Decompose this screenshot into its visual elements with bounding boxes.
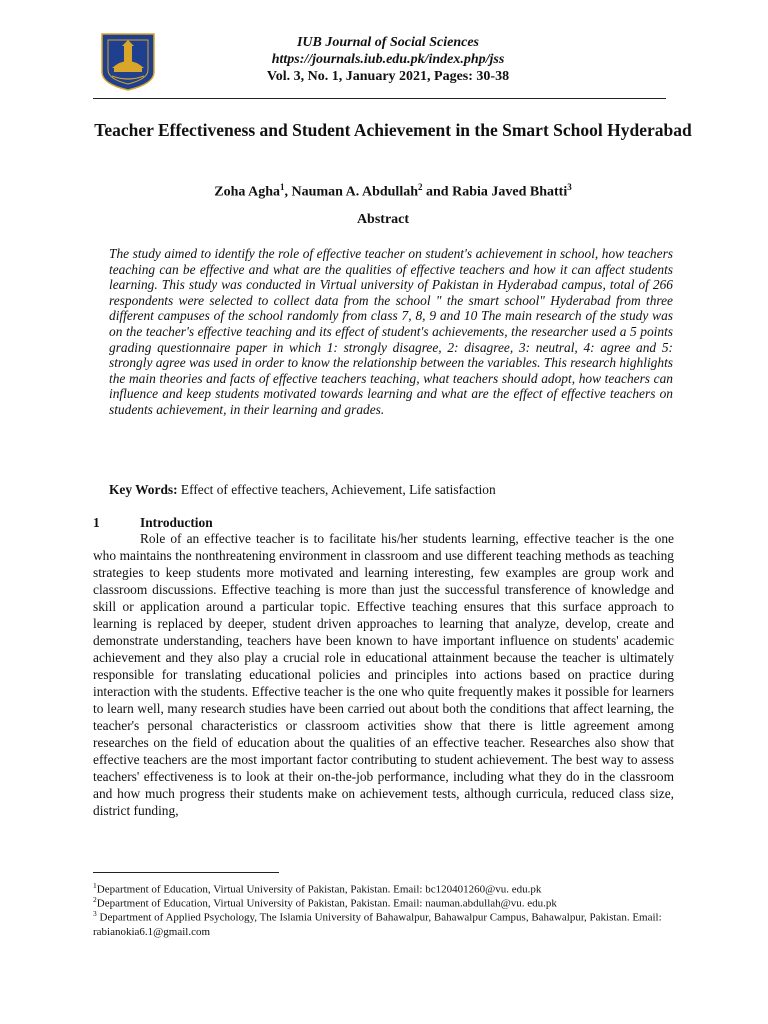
section-title: Introduction	[140, 515, 213, 530]
keywords-line	[109, 482, 673, 498]
footnote-mark: 1	[93, 881, 97, 890]
footnote-mark: 2	[93, 895, 97, 904]
footnote-text: Department of Education, Virtual University of Pakistan, Pakistan. Email: nauman.abdullah@vu. edu.pk	[96, 897, 557, 910]
introduction-paragraph: Role of an effective teacher is to facilitate his/her students learning, effective teacher is the one who maintains the nonthreatening environment in classroom and use different teaching methods as teaching strategies to keep students more motivated and learning interesting, few examples are group work and classroom discussions. Effective teaching is more than just the successful transference of knowledge and skill or application around a particular topic. Effective teaching ensures that this surface approach to learning is replaced by deeper, student driven approaches to learning that analyze, develop, create and demonstrate understanding, teachers have been known to have important influence on students' academic achievement and they also play a crucial role in educational attainment because the teacher is ultimately responsible for translating educational policies and principles into actions based on practice during interaction with the students. Effective teacher is the one who quite frequently makes it possible for learners to learn well, many research studies have been carried out about both the conditions that affect learning, the teacher's personal characteristics or classroom activities show that there is little agreement among researches on the field of education about the qualities of an effective teacher. Researches also show that effective teachers are the most important factor contributing to student achievement. The best way to assess teachers' effectiveness is to look at their on-the-job performance, including what they do in the classroom and how much progress their students make on achievement tests, although curricula, reduced class size, district funding,	[93, 531, 674, 818]
footnote	[93, 907, 683, 939]
abstract-text: The study aimed to identify the role of effective teacher on student's achievement in school, how teachers teaching can be effective and what are the qualities of effective teachers and how it can affect students learning. This study was conducted in Virtual university of Pakistan in Hyderabad campus, total of 266 respondents were selected to collect data from the school " the smart school" Hyderabad from three different campuses of the school randomly from class 7, 8, 9 and 10 The main research of the study was on the teacher's effective teaching and its effect of student's achievements, the researcher used a 5 points grading questionnaire paper in which 1: strongly disagree, 2: disagree, 3: neutral, 4: agree and 5: strongly agree was used in order to know the relationship between the variables. This research highlights the main theories and facts of effective teachers teaching, what teachers should adopt, how teachers can influence and keep students motivated towards learning and what are the effect of effective teachers on students achievement, in their learning and grades.	[109, 246, 673, 417]
author-separator: and	[422, 184, 453, 200]
author-name: Zoha Agha	[214, 184, 281, 200]
author-affiliation-mark: 3	[567, 182, 572, 192]
keywords-text: Effect of effective teachers, Achievement, Life satisfaction	[177, 482, 496, 497]
paper-title: Teacher Effectiveness and Student Achievement in the Smart School Hyderabad	[94, 120, 692, 140]
section-number: 1	[93, 515, 100, 530]
author-list	[93, 182, 693, 201]
author-separator: ,	[284, 184, 292, 200]
author-name: Nauman A. Abdullah	[291, 184, 418, 200]
author-affiliation-mark: 1	[280, 182, 285, 192]
university-logo	[98, 32, 158, 92]
header-divider	[93, 98, 666, 99]
footnote-text: Department of Education, Virtual University of Pakistan, Pakistan. Email: bc120401260@vu. edu.pk	[96, 883, 542, 896]
author-affiliation-mark: 2	[418, 182, 423, 192]
footnote-text: Department of Applied Psychology, The Islamia University of Bahawalpur, Bahawalpur Campus, Bahawalpur, Pakistan. Email: rabianokia6.1@gmail.com	[93, 911, 662, 938]
journal-name: IUB Journal of Social Sciences	[296, 35, 479, 50]
journal-volume: Vol. 3, No. 1, January 2021, Pages: 30-38	[266, 69, 510, 84]
footnote-divider	[93, 872, 279, 873]
footnote-mark: 3	[93, 909, 97, 918]
author-name: Rabia Javed Bhatti	[452, 184, 568, 200]
abstract-heading: Abstract	[356, 212, 410, 227]
journal-url[interactable]: https://journals.iub.edu.pk/index.php/jss	[271, 52, 505, 67]
keywords-label: Key Words:	[109, 482, 178, 497]
